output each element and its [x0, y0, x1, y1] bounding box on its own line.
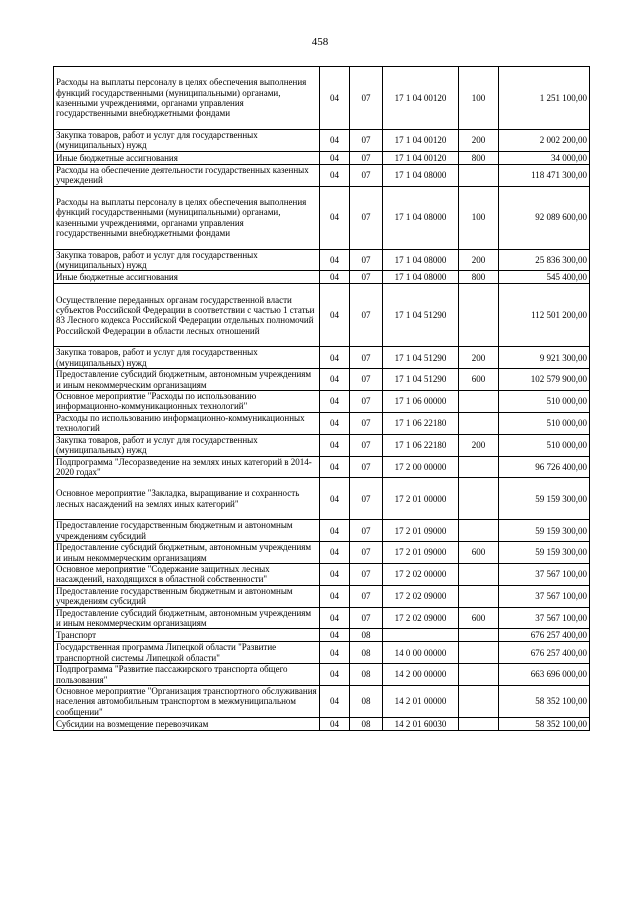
amount-cell: 9 921 300,00: [499, 347, 590, 369]
target-article-cell: [383, 629, 459, 642]
table-row: [54, 347, 590, 369]
row-name-cell: Основное мероприятие "Содержание защитных лесных насаждений, находящихся в областной собственности": [54, 563, 320, 585]
subsection-code-cell: 08: [350, 664, 383, 686]
subsection-code-cell: 08: [350, 642, 383, 664]
expense-type-cell: 600: [459, 369, 499, 391]
target-article-cell: 17 1 04 00120: [383, 151, 459, 164]
section-code-cell: 04: [320, 369, 350, 391]
budget-table-body: [54, 67, 590, 731]
target-article-cell: 17 2 00 00000: [383, 456, 459, 478]
amount-cell: 58 352 100,00: [499, 686, 590, 718]
target-article-cell: 17 1 04 08000: [383, 249, 459, 271]
section-code-cell: 04: [320, 284, 350, 347]
amount-cell: 25 836 300,00: [499, 249, 590, 271]
row-name-cell: Основное мероприятие "Организация транспортного обслуживания населения автомобильным транспортом в межмуниципальном сообщении": [54, 686, 320, 718]
amount-cell: 1 251 100,00: [499, 67, 590, 130]
table-row: [54, 369, 590, 391]
subsection-code-cell: 07: [350, 607, 383, 629]
row-name-cell: Государственная программа Липецкой области "Развитие транспортной системы Липецкой области": [54, 642, 320, 664]
amount-cell: 510 000,00: [499, 412, 590, 434]
row-name-cell: Расходы на выплаты персоналу в целях обеспечения выполнения функций государственными (муниципальными) органами, казенными учреждениями, органами управления государственными внебюджетными фондами: [54, 67, 320, 130]
amount-cell: 112 501 200,00: [499, 284, 590, 347]
table-row: [54, 271, 590, 284]
amount-cell: 92 089 600,00: [499, 186, 590, 249]
subsection-code-cell: 07: [350, 67, 383, 130]
subsection-code-cell: 07: [350, 164, 383, 186]
expense-type-cell: 200: [459, 249, 499, 271]
section-code-cell: 04: [320, 271, 350, 284]
subsection-code-cell: 07: [350, 130, 383, 152]
row-name-cell: Основное мероприятие "Закладка, выращивание и сохранность лесных насаждений на землях иных категорий": [54, 478, 320, 520]
table-row: [54, 151, 590, 164]
section-code-cell: 04: [320, 164, 350, 186]
table-row: [54, 642, 590, 664]
row-name-cell: Подпрограмма "Развитие пассажирского транспорта общего пользования": [54, 664, 320, 686]
table-row: [54, 67, 590, 130]
table-row: [54, 629, 590, 642]
target-article-cell: 17 2 02 00000: [383, 563, 459, 585]
expense-type-cell: 600: [459, 542, 499, 564]
row-name-cell: Расходы на выплаты персоналу в целях обеспечения выполнения функций государственными (муниципальными) органами, казенными учреждениями, органами управления государственными внебюджетными фондами: [54, 186, 320, 249]
row-name-cell: Подпрограмма "Лесоразведение на землях иных категорий в 2014-2020 годах": [54, 456, 320, 478]
amount-cell: 545 400,00: [499, 271, 590, 284]
row-name-cell: Закупка товаров, работ и услуг для государственных (муниципальных) нужд: [54, 347, 320, 369]
row-name-cell: Основное мероприятие "Расходы по использованию информационно-коммуникационных технологий": [54, 391, 320, 413]
section-code-cell: 04: [320, 130, 350, 152]
subsection-code-cell: 07: [350, 391, 383, 413]
table-row: [54, 130, 590, 152]
amount-cell: 510 000,00: [499, 391, 590, 413]
amount-cell: 37 567 100,00: [499, 585, 590, 607]
section-code-cell: 04: [320, 585, 350, 607]
subsection-code-cell: 07: [350, 369, 383, 391]
expense-type-cell: [459, 629, 499, 642]
row-name-cell: Предоставление субсидий бюджетным, автономным учреждениям и иным некоммерческим организациям: [54, 607, 320, 629]
section-code-cell: 04: [320, 718, 350, 731]
table-row: [54, 520, 590, 542]
expense-type-cell: 600: [459, 607, 499, 629]
row-name-cell: Транспорт: [54, 629, 320, 642]
expense-type-cell: [459, 164, 499, 186]
amount-cell: 59 159 300,00: [499, 478, 590, 520]
table-row: [54, 542, 590, 564]
subsection-code-cell: 08: [350, 718, 383, 731]
target-article-cell: 17 2 02 09000: [383, 607, 459, 629]
row-name-cell: Предоставление государственным бюджетным и автономным учреждениям субсидий: [54, 520, 320, 542]
row-name-cell: Закупка товаров, работ и услуг для государственных (муниципальных) нужд: [54, 130, 320, 152]
table-row: [54, 249, 590, 271]
section-code-cell: 04: [320, 391, 350, 413]
row-name-cell: Расходы по использованию информационно-коммуникационных технологий: [54, 412, 320, 434]
row-name-cell: Закупка товаров, работ и услуг для государственных (муниципальных) нужд: [54, 434, 320, 456]
target-article-cell: 17 2 01 09000: [383, 542, 459, 564]
expense-type-cell: [459, 284, 499, 347]
section-code-cell: 04: [320, 664, 350, 686]
target-article-cell: 17 1 04 00120: [383, 67, 459, 130]
amount-cell: 37 567 100,00: [499, 563, 590, 585]
section-code-cell: 04: [320, 151, 350, 164]
section-code-cell: 04: [320, 607, 350, 629]
amount-cell: 676 257 400,00: [499, 629, 590, 642]
table-row: [54, 412, 590, 434]
subsection-code-cell: 07: [350, 585, 383, 607]
section-code-cell: 04: [320, 456, 350, 478]
budget-table: [53, 66, 590, 731]
table-row: [54, 607, 590, 629]
target-article-cell: 17 1 04 08000: [383, 164, 459, 186]
subsection-code-cell: 07: [350, 271, 383, 284]
amount-cell: 2 002 200,00: [499, 130, 590, 152]
subsection-code-cell: 07: [350, 151, 383, 164]
subsection-code-cell: 07: [350, 249, 383, 271]
expense-type-cell: [459, 664, 499, 686]
section-code-cell: 04: [320, 434, 350, 456]
subsection-code-cell: 07: [350, 434, 383, 456]
page-number: 458: [311, 36, 329, 48]
subsection-code-cell: 07: [350, 478, 383, 520]
section-code-cell: 04: [320, 520, 350, 542]
target-article-cell: 17 1 04 51290: [383, 369, 459, 391]
expense-type-cell: [459, 478, 499, 520]
table-row: [54, 664, 590, 686]
table-row: [54, 391, 590, 413]
section-code-cell: 04: [320, 67, 350, 130]
expense-type-cell: 800: [459, 151, 499, 164]
table-row: [54, 434, 590, 456]
amount-cell: 59 159 300,00: [499, 520, 590, 542]
target-article-cell: 17 2 02 09000: [383, 585, 459, 607]
amount-cell: 102 579 900,00: [499, 369, 590, 391]
subsection-code-cell: 07: [350, 412, 383, 434]
expense-type-cell: [459, 642, 499, 664]
target-article-cell: 17 1 06 22180: [383, 434, 459, 456]
amount-cell: 663 696 000,00: [499, 664, 590, 686]
subsection-code-cell: 07: [350, 284, 383, 347]
expense-type-cell: 100: [459, 186, 499, 249]
target-article-cell: 17 1 06 22180: [383, 412, 459, 434]
amount-cell: 37 567 100,00: [499, 607, 590, 629]
table-row: [54, 478, 590, 520]
row-name-cell: Предоставление субсидий бюджетным, автономным учреждениям и иным некоммерческим организациям: [54, 369, 320, 391]
expense-type-cell: 200: [459, 434, 499, 456]
expense-type-cell: [459, 520, 499, 542]
table-row: [54, 456, 590, 478]
subsection-code-cell: 08: [350, 629, 383, 642]
section-code-cell: 04: [320, 347, 350, 369]
table-row: [54, 585, 590, 607]
target-article-cell: 17 1 04 00120: [383, 130, 459, 152]
target-article-cell: 17 1 04 08000: [383, 186, 459, 249]
amount-cell: 676 257 400,00: [499, 642, 590, 664]
subsection-code-cell: 07: [350, 563, 383, 585]
subsection-code-cell: 07: [350, 347, 383, 369]
amount-cell: 510 000,00: [499, 434, 590, 456]
target-article-cell: 17 2 01 09000: [383, 520, 459, 542]
expense-type-cell: 800: [459, 271, 499, 284]
target-article-cell: 14 2 00 00000: [383, 664, 459, 686]
row-name-cell: Осуществление переданных органам государственной власти субъектов Российской Федерации в соответствии с частью 1 статьи 83 Лесного кодекса Российской Федерации отдельных полномочий Российской Федерации в области лесных отношений: [54, 284, 320, 347]
table-row: [54, 164, 590, 186]
table-row: [54, 718, 590, 731]
expense-type-cell: 200: [459, 130, 499, 152]
row-name-cell: Закупка товаров, работ и услуг для государственных (муниципальных) нужд: [54, 249, 320, 271]
amount-cell: 118 471 300,00: [499, 164, 590, 186]
target-article-cell: 17 1 06 00000: [383, 391, 459, 413]
expense-type-cell: [459, 412, 499, 434]
section-code-cell: 04: [320, 478, 350, 520]
subsection-code-cell: 07: [350, 186, 383, 249]
expense-type-cell: [459, 718, 499, 731]
section-code-cell: 04: [320, 629, 350, 642]
section-code-cell: 04: [320, 642, 350, 664]
expense-type-cell: [459, 686, 499, 718]
subsection-code-cell: 08: [350, 686, 383, 718]
expense-type-cell: [459, 563, 499, 585]
row-name-cell: Расходы на обеспечение деятельности государственных казенных учреждений: [54, 164, 320, 186]
subsection-code-cell: 07: [350, 542, 383, 564]
amount-cell: 58 352 100,00: [499, 718, 590, 731]
row-name-cell: Предоставление государственным бюджетным и автономным учреждениям субсидий: [54, 585, 320, 607]
amount-cell: 34 000,00: [499, 151, 590, 164]
target-article-cell: 17 1 04 51290: [383, 284, 459, 347]
expense-type-cell: [459, 456, 499, 478]
section-code-cell: 04: [320, 563, 350, 585]
amount-cell: 59 159 300,00: [499, 542, 590, 564]
table-row: [54, 284, 590, 347]
target-article-cell: 14 0 00 00000: [383, 642, 459, 664]
section-code-cell: 04: [320, 542, 350, 564]
row-name-cell: Субсидии на возмещение перевозчикам: [54, 718, 320, 731]
expense-type-cell: [459, 391, 499, 413]
target-article-cell: 14 2 01 60030: [383, 718, 459, 731]
section-code-cell: 04: [320, 249, 350, 271]
subsection-code-cell: 07: [350, 520, 383, 542]
table-row: [54, 563, 590, 585]
subsection-code-cell: 07: [350, 456, 383, 478]
expense-type-cell: 100: [459, 67, 499, 130]
section-code-cell: 04: [320, 686, 350, 718]
target-article-cell: 17 1 04 08000: [383, 271, 459, 284]
target-article-cell: 17 2 01 00000: [383, 478, 459, 520]
expense-type-cell: 200: [459, 347, 499, 369]
amount-cell: 96 726 400,00: [499, 456, 590, 478]
row-name-cell: Иные бюджетные ассигнования: [54, 271, 320, 284]
table-row: [54, 686, 590, 718]
row-name-cell: Иные бюджетные ассигнования: [54, 151, 320, 164]
table-row: [54, 186, 590, 249]
section-code-cell: 04: [320, 412, 350, 434]
row-name-cell: Предоставление субсидий бюджетным, автономным учреждениям и иным некоммерческим организациям: [54, 542, 320, 564]
expense-type-cell: [459, 585, 499, 607]
target-article-cell: 14 2 01 00000: [383, 686, 459, 718]
section-code-cell: 04: [320, 186, 350, 249]
target-article-cell: 17 1 04 51290: [383, 347, 459, 369]
